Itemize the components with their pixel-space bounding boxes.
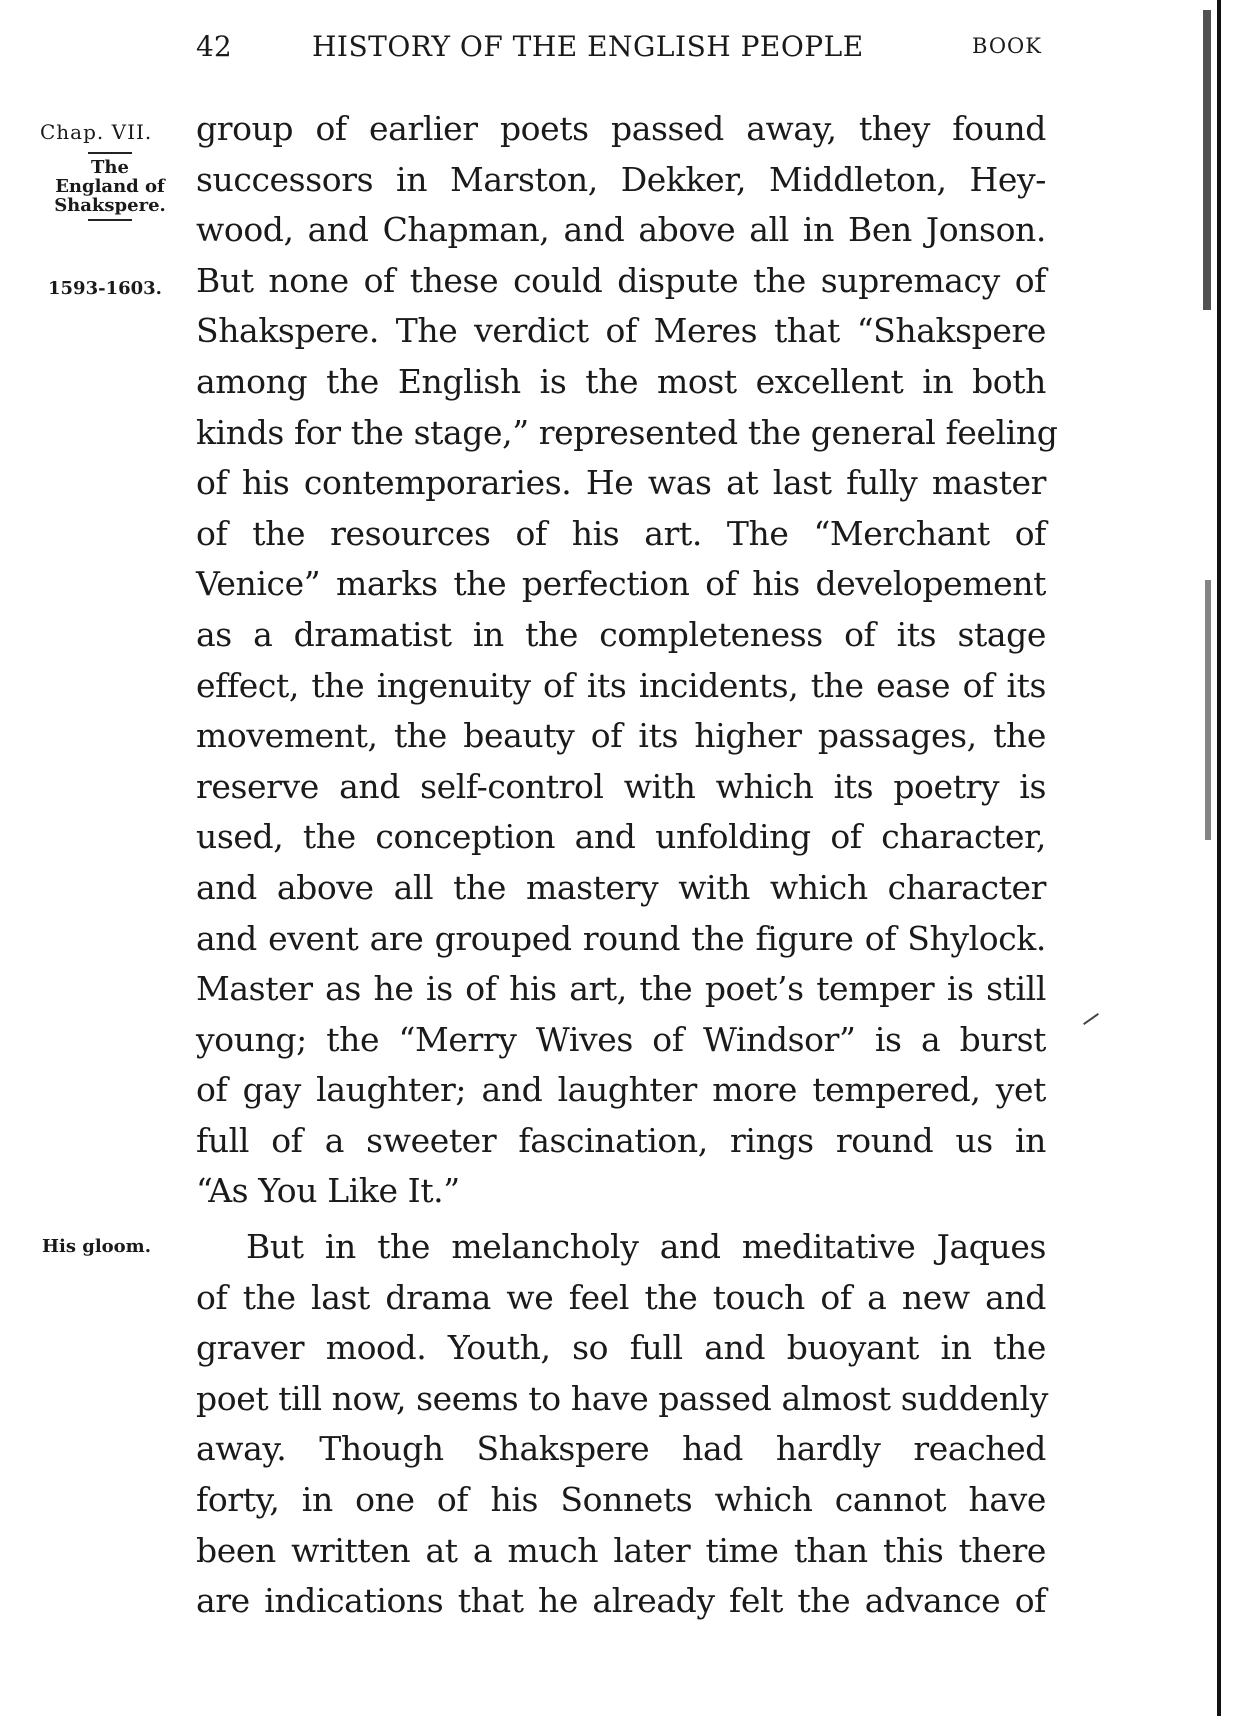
text-line: Venice” marks the perfection of his developement: [196, 564, 1046, 604]
text-line: wood, and Chapman, and above all in Ben Jonson.: [196, 210, 1046, 250]
text-line: forty, in one of his Sonnets which cannot have: [196, 1479, 1046, 1519]
scan-binding-edge: [1217, 0, 1221, 1716]
text-line: of his contemporaries. He was at last fully master: [196, 463, 1046, 503]
text-line: But in the melancholy and meditative Jaques: [246, 1227, 1046, 1266]
text-line: “As You Like It.”: [196, 1171, 460, 1211]
page-number: 42: [196, 30, 232, 63]
text-line: of the last drama we feel the touch of a new and: [196, 1277, 1046, 1317]
text-line: effect, the ingenuity of its incidents, the ease of its: [196, 665, 1046, 705]
book-label: BOOK: [972, 34, 1042, 58]
text-line: used, the conception and unfolding of character,: [196, 817, 1046, 857]
scan-smear: [1203, 10, 1211, 310]
text-line: as a dramatist in the completeness of its stage: [196, 614, 1046, 654]
subject-line: England of: [55, 176, 165, 197]
text-line: full of a sweeter fascination, rings round us in: [196, 1120, 1046, 1160]
text-line: Master as he is of his art, the poet’s temper is still: [196, 969, 1046, 1009]
chapter-margin-note: Chap. VII.: [40, 120, 153, 144]
text-line: reserve and self-control with which its poetry is: [196, 766, 1046, 806]
text-line: poet till now, seems to have passed almost suddenly: [196, 1378, 1048, 1418]
scan-smear: [1205, 580, 1211, 840]
text-line: young; the “Merry Wives of Windsor” is a burst: [196, 1019, 1046, 1059]
text-line: movement, the beauty of its higher passages, the: [196, 716, 1046, 756]
subject-line: The: [91, 157, 129, 178]
rule-divider: [88, 152, 132, 154]
pen-mark: [1083, 1013, 1099, 1025]
gloom-margin-note: His gloom.: [42, 1236, 151, 1257]
text-line: successors in Marston, Dekker, Middleton, Hey-: [196, 159, 1046, 199]
text-line: of gay laughter; and laughter more tempered, yet: [196, 1070, 1046, 1110]
text-line: group of earlier poets passed away, they found: [196, 109, 1046, 148]
paragraph-1: [196, 104, 1058, 1217]
date-margin-note: 1593-1603.: [48, 278, 162, 299]
text-line: away. Though Shakspere had hardly reached: [196, 1429, 1046, 1469]
subject-line: Shakspere.: [54, 195, 166, 216]
text-line: But none of these could dispute the supremacy of: [196, 260, 1046, 300]
text-line: been written at a much later time than this there: [196, 1530, 1046, 1570]
running-title: HISTORY OF THE ENGLISH PEOPLE: [312, 30, 864, 63]
text-line: and above all the mastery with which character: [196, 867, 1046, 907]
text-line: among the English is the most excellent in both: [196, 361, 1046, 401]
text-line: of the resources of his art. The “Merchant of: [196, 513, 1046, 553]
paragraph-2: [196, 1222, 1046, 1627]
text-line: are indications that he already felt the advance of: [196, 1581, 1046, 1621]
text-line: and event are grouped round the figure of Shylock.: [196, 918, 1046, 958]
subject-margin-note: [40, 157, 180, 221]
text-line: graver mood. Youth, so full and buoyant in the: [196, 1328, 1046, 1368]
text-line: Shakspere. The verdict of Meres that “Shakspere: [196, 311, 1046, 351]
text-line: kinds for the stage,” represented the general feeling: [196, 412, 1058, 452]
rule-divider: [88, 219, 132, 221]
